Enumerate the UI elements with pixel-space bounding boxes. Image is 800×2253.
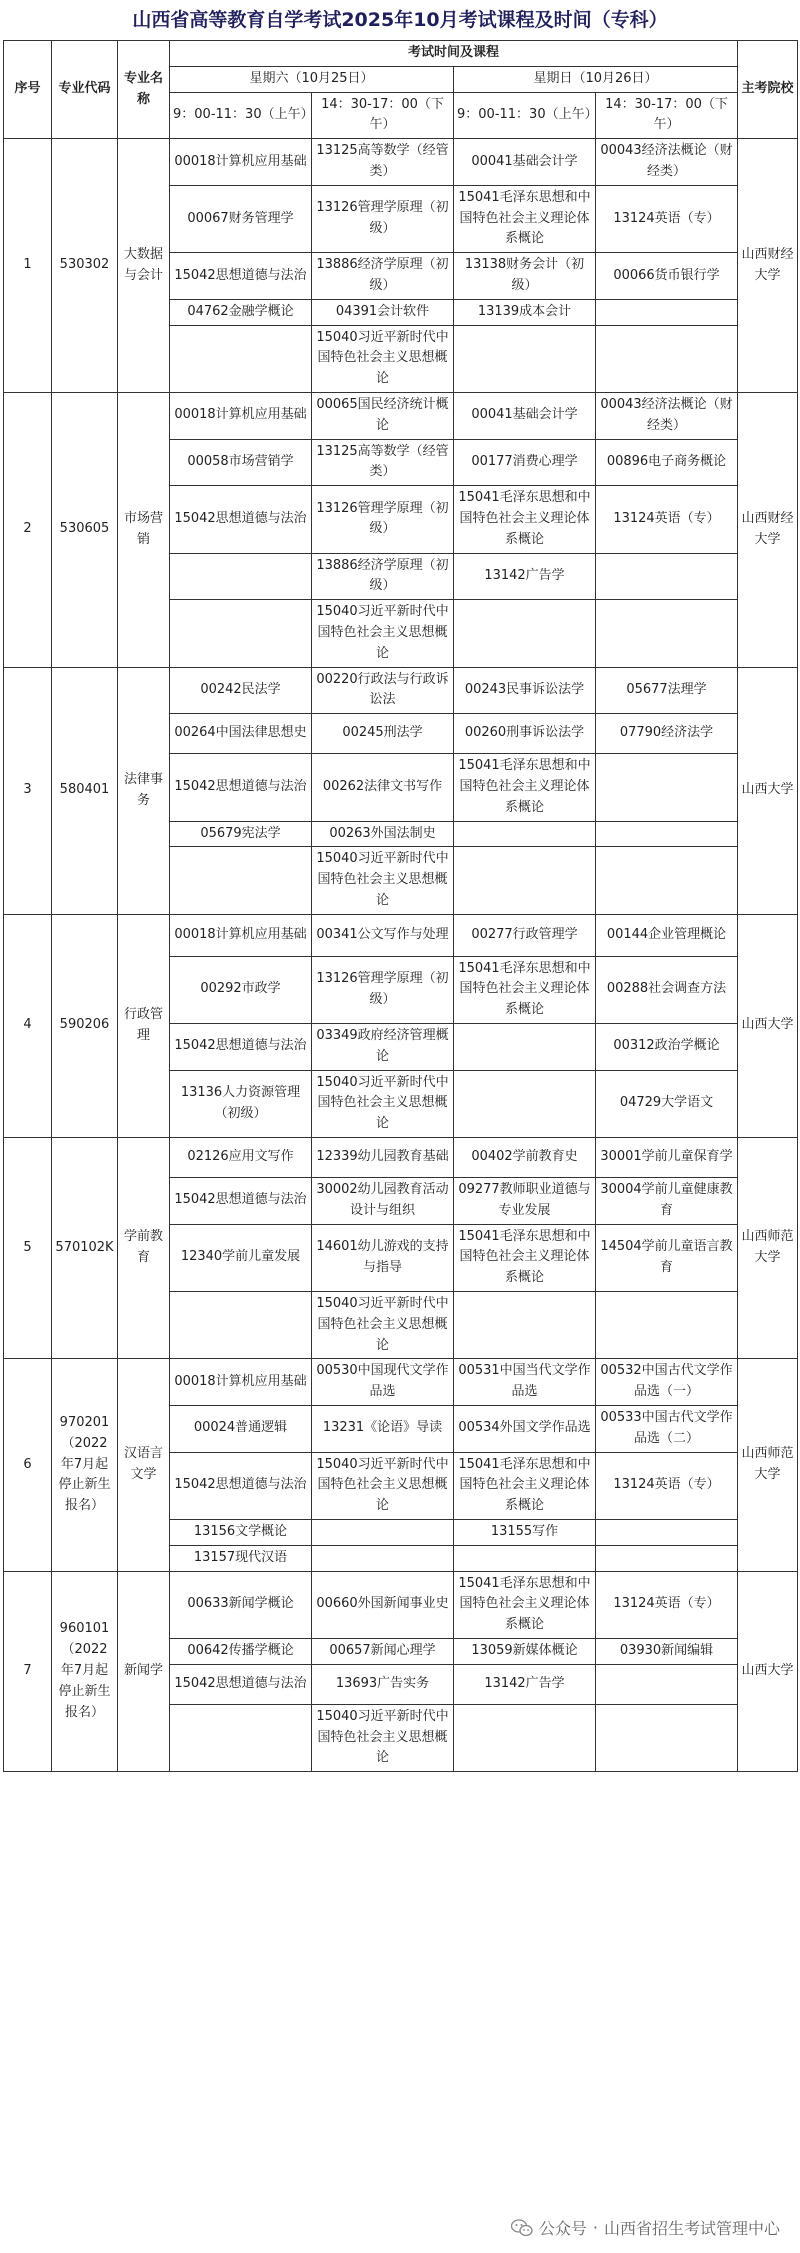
course-cell: 15041毛泽东思想和中国特色社会主义理论体系概论 — [454, 1452, 596, 1519]
course-cell — [454, 1024, 596, 1071]
course-cell: 13136人力资源管理（初级） — [170, 1070, 312, 1137]
course-cell: 13231《论语》导读 — [312, 1406, 454, 1453]
course-cell — [596, 325, 738, 392]
course-cell — [596, 821, 738, 847]
course-cell: 13059新媒体概论 — [454, 1639, 596, 1665]
course-cell: 13126管理学原理（初级） — [312, 486, 454, 553]
course-cell: 14504学前儿童语言教育 — [596, 1224, 738, 1291]
course-cell: 13126管理学原理（初级） — [312, 185, 454, 252]
course-cell — [454, 1545, 596, 1571]
course-cell — [596, 1292, 738, 1359]
wechat-icon — [511, 2219, 533, 2237]
course-cell: 13886经济学原理（初级） — [312, 253, 454, 300]
course-cell — [454, 1292, 596, 1359]
course-cell: 00288社会调查方法 — [596, 956, 738, 1023]
major-code-cell: 530302 — [52, 139, 118, 393]
course-cell — [454, 325, 596, 392]
course-cell: 15040习近平新时代中国特色社会主义思想概论 — [312, 1704, 454, 1771]
course-cell: 04729大学语文 — [596, 1070, 738, 1137]
course-cell — [596, 754, 738, 821]
course-cell — [454, 600, 596, 667]
major-code-cell: 970201（2022年7月起停止新生报名） — [52, 1359, 118, 1571]
course-cell — [170, 1704, 312, 1771]
header-sun-pm: 14：30-17：00（下午） — [596, 92, 738, 139]
major-code-cell: 960101（2022年7月起停止新生报名） — [52, 1571, 118, 1772]
course-cell: 13142广告学 — [454, 1664, 596, 1704]
course-cell: 00018计算机应用基础 — [170, 392, 312, 439]
course-cell: 00277行政管理学 — [454, 914, 596, 956]
course-cell: 00263外国法制史 — [312, 821, 454, 847]
course-cell: 15042思想道德与法治 — [170, 1452, 312, 1519]
course-cell: 15040习近平新时代中国特色社会主义思想概论 — [312, 1070, 454, 1137]
major-name-cell: 行政管理 — [118, 914, 170, 1137]
course-cell: 00642传播学概论 — [170, 1639, 312, 1665]
course-cell: 00532中国古代文学作品选（一） — [596, 1359, 738, 1406]
course-cell: 30004学前儿童健康教育 — [596, 1178, 738, 1225]
course-cell: 13126管理学原理（初级） — [312, 956, 454, 1023]
table-row — [4, 139, 798, 186]
course-cell: 13693广告实务 — [312, 1664, 454, 1704]
course-cell: 00177消费心理学 — [454, 439, 596, 486]
footer-dot: · — [592, 2218, 598, 2237]
course-cell: 15042思想道德与法治 — [170, 253, 312, 300]
header-saturday: 星期六（10月25日） — [170, 66, 454, 92]
major-name-cell: 法律事务 — [118, 667, 170, 914]
course-cell — [596, 299, 738, 325]
table-row — [4, 914, 798, 956]
seq-cell: 3 — [4, 667, 52, 914]
course-cell — [454, 821, 596, 847]
exam-schedule-table — [3, 40, 798, 1772]
course-cell: 12340学前儿童发展 — [170, 1224, 312, 1291]
school-cell: 山西师范大学 — [738, 1138, 798, 1359]
school-cell: 山西大学 — [738, 914, 798, 1137]
course-cell: 13155写作 — [454, 1520, 596, 1546]
major-name-cell: 大数据与会计 — [118, 139, 170, 393]
course-cell: 15042思想道德与法治 — [170, 1024, 312, 1071]
course-cell: 15040习近平新时代中国特色社会主义思想概论 — [312, 325, 454, 392]
course-cell — [170, 325, 312, 392]
course-cell: 00018计算机应用基础 — [170, 914, 312, 956]
seq-cell: 1 — [4, 139, 52, 393]
course-cell: 15041毛泽东思想和中国特色社会主义理论体系概论 — [454, 185, 596, 252]
course-cell: 00262法律文书写作 — [312, 754, 454, 821]
course-cell: 00402学前教育史 — [454, 1138, 596, 1178]
course-cell: 13156文学概论 — [170, 1520, 312, 1546]
school-cell: 山西财经大学 — [738, 392, 798, 667]
course-cell: 00065国民经济统计概论 — [312, 392, 454, 439]
seq-cell: 5 — [4, 1138, 52, 1359]
footer-prefix: 公众号 — [538, 2219, 587, 2238]
seq-cell: 2 — [4, 392, 52, 667]
course-cell: 00018计算机应用基础 — [170, 1359, 312, 1406]
course-cell — [454, 1704, 596, 1771]
course-cell: 00024普通逻辑 — [170, 1406, 312, 1453]
seq-cell: 4 — [4, 914, 52, 1137]
course-cell: 15041毛泽东思想和中国特色社会主义理论体系概论 — [454, 956, 596, 1023]
course-cell — [596, 1664, 738, 1704]
table-row — [4, 1138, 798, 1178]
course-cell — [312, 1520, 454, 1546]
course-cell: 00043经济法概论（财经类） — [596, 139, 738, 186]
footer-source: 山西省招生考试管理中心 — [603, 2219, 780, 2238]
major-name-cell: 市场营销 — [118, 392, 170, 667]
course-cell: 00245刑法学 — [312, 714, 454, 754]
course-cell — [596, 847, 738, 914]
course-cell: 05679宪法学 — [170, 821, 312, 847]
header-sun-am: 9：00-11：30（上午） — [454, 92, 596, 139]
school-cell: 山西大学 — [738, 667, 798, 914]
course-cell: 13124英语（专） — [596, 185, 738, 252]
course-cell: 13125高等数学（经管类） — [312, 139, 454, 186]
major-name-cell: 汉语言文学 — [118, 1359, 170, 1571]
course-cell — [596, 1520, 738, 1546]
course-cell — [170, 600, 312, 667]
course-cell: 00041基础会计学 — [454, 392, 596, 439]
course-cell: 00220行政法与行政诉讼法 — [312, 667, 454, 714]
course-cell: 15042思想道德与法治 — [170, 486, 312, 553]
course-cell: 02126应用文写作 — [170, 1138, 312, 1178]
course-cell: 15040习近平新时代中国特色社会主义思想概论 — [312, 1452, 454, 1519]
course-cell — [454, 847, 596, 914]
course-cell: 15040习近平新时代中国特色社会主义思想概论 — [312, 1292, 454, 1359]
course-cell: 04391会计软件 — [312, 299, 454, 325]
major-code-cell: 530605 — [52, 392, 118, 667]
course-cell: 13157现代汉语 — [170, 1545, 312, 1571]
course-cell: 13142广告学 — [454, 553, 596, 600]
header-school: 主考院校 — [738, 41, 798, 139]
course-cell: 15041毛泽东思想和中国特色社会主义理论体系概论 — [454, 486, 596, 553]
course-cell: 15040习近平新时代中国特色社会主义思想概论 — [312, 600, 454, 667]
course-cell — [596, 553, 738, 600]
course-cell: 05677法理学 — [596, 667, 738, 714]
course-cell: 04762金融学概论 — [170, 299, 312, 325]
table-row — [4, 1359, 798, 1406]
course-cell: 13886经济学原理（初级） — [312, 553, 454, 600]
course-cell: 07790经济法学 — [596, 714, 738, 754]
course-cell: 15042思想道德与法治 — [170, 1178, 312, 1225]
course-cell — [170, 847, 312, 914]
course-cell — [170, 553, 312, 600]
header-code: 专业代码 — [52, 41, 118, 139]
seq-cell: 6 — [4, 1359, 52, 1571]
course-cell: 14601幼儿游戏的支持与指导 — [312, 1224, 454, 1291]
course-cell: 13125高等数学（经管类） — [312, 439, 454, 486]
course-cell — [596, 600, 738, 667]
course-cell: 00633新闻学概论 — [170, 1571, 312, 1638]
table-row — [4, 392, 798, 439]
header-sat-pm: 14：30-17：00（下午） — [312, 92, 454, 139]
school-cell: 山西财经大学 — [738, 139, 798, 393]
course-cell: 30001学前儿童保育学 — [596, 1138, 738, 1178]
course-cell: 30002幼儿园教育活动设计与组织 — [312, 1178, 454, 1225]
table-row — [4, 667, 798, 714]
course-cell: 12339幼儿园教育基础 — [312, 1138, 454, 1178]
course-cell: 00264中国法律思想史 — [170, 714, 312, 754]
course-cell: 03349政府经济管理概论 — [312, 1024, 454, 1071]
course-cell: 00242民法学 — [170, 667, 312, 714]
footer-watermark — [511, 2216, 780, 2239]
course-cell: 00058市场营销学 — [170, 439, 312, 486]
course-cell: 00292市政学 — [170, 956, 312, 1023]
course-cell: 03930新闻编辑 — [596, 1639, 738, 1665]
course-cell: 13139成本会计 — [454, 299, 596, 325]
table-row — [4, 1571, 798, 1638]
course-cell: 00341公文写作与处理 — [312, 914, 454, 956]
course-cell: 15041毛泽东思想和中国特色社会主义理论体系概论 — [454, 754, 596, 821]
major-code-cell: 570102K — [52, 1138, 118, 1359]
course-cell: 15042思想道德与法治 — [170, 1664, 312, 1704]
course-cell: 00531中国当代文学作品选 — [454, 1359, 596, 1406]
header-exam-time: 考试时间及课程 — [170, 41, 738, 67]
course-cell: 15041毛泽东思想和中国特色社会主义理论体系概论 — [454, 1571, 596, 1638]
school-cell: 山西大学 — [738, 1571, 798, 1772]
course-cell: 00533中国古代文学作品选（二） — [596, 1406, 738, 1453]
course-cell — [596, 1704, 738, 1771]
header-sat-am: 9：00-11：30（上午） — [170, 92, 312, 139]
header-seq: 序号 — [4, 41, 52, 139]
course-cell: 00043经济法概论（财经类） — [596, 392, 738, 439]
course-cell: 00312政治学概论 — [596, 1024, 738, 1071]
course-cell — [312, 1545, 454, 1571]
course-cell: 00534外国文学作品选 — [454, 1406, 596, 1453]
major-code-cell: 590206 — [52, 914, 118, 1137]
course-cell: 00660外国新闻事业史 — [312, 1571, 454, 1638]
seq-cell: 7 — [4, 1571, 52, 1772]
course-cell: 15041毛泽东思想和中国特色社会主义理论体系概论 — [454, 1224, 596, 1291]
page-title: 山西省高等教育自学考试2025年10月考试课程及时间（专科） — [132, 9, 668, 31]
course-cell: 00066货币银行学 — [596, 253, 738, 300]
major-name-cell: 新闻学 — [118, 1571, 170, 1772]
course-cell: 00243民事诉讼法学 — [454, 667, 596, 714]
course-cell: 00018计算机应用基础 — [170, 139, 312, 186]
course-cell: 00260刑事诉讼法学 — [454, 714, 596, 754]
course-cell: 00041基础会计学 — [454, 139, 596, 186]
course-cell: 00144企业管理概论 — [596, 914, 738, 956]
course-cell — [596, 1545, 738, 1571]
course-cell — [170, 1292, 312, 1359]
course-cell: 13124英语（专） — [596, 1452, 738, 1519]
major-name-cell: 学前教育 — [118, 1138, 170, 1359]
course-cell: 13138财务会计（初级） — [454, 253, 596, 300]
course-cell: 13124英语（专） — [596, 486, 738, 553]
course-cell: 15040习近平新时代中国特色社会主义思想概论 — [312, 847, 454, 914]
course-cell: 13124英语（专） — [596, 1571, 738, 1638]
course-cell — [454, 1070, 596, 1137]
header-sunday: 星期日（10月26日） — [454, 66, 738, 92]
course-cell: 00896电子商务概论 — [596, 439, 738, 486]
course-cell: 00657新闻心理学 — [312, 1639, 454, 1665]
school-cell: 山西师范大学 — [738, 1359, 798, 1571]
course-cell: 00067财务管理学 — [170, 185, 312, 252]
major-code-cell: 580401 — [52, 667, 118, 914]
course-cell: 15042思想道德与法治 — [170, 754, 312, 821]
course-cell: 09277教师职业道德与专业发展 — [454, 1178, 596, 1225]
course-cell: 00530中国现代文学作品选 — [312, 1359, 454, 1406]
header-name: 专业名称 — [118, 41, 170, 139]
